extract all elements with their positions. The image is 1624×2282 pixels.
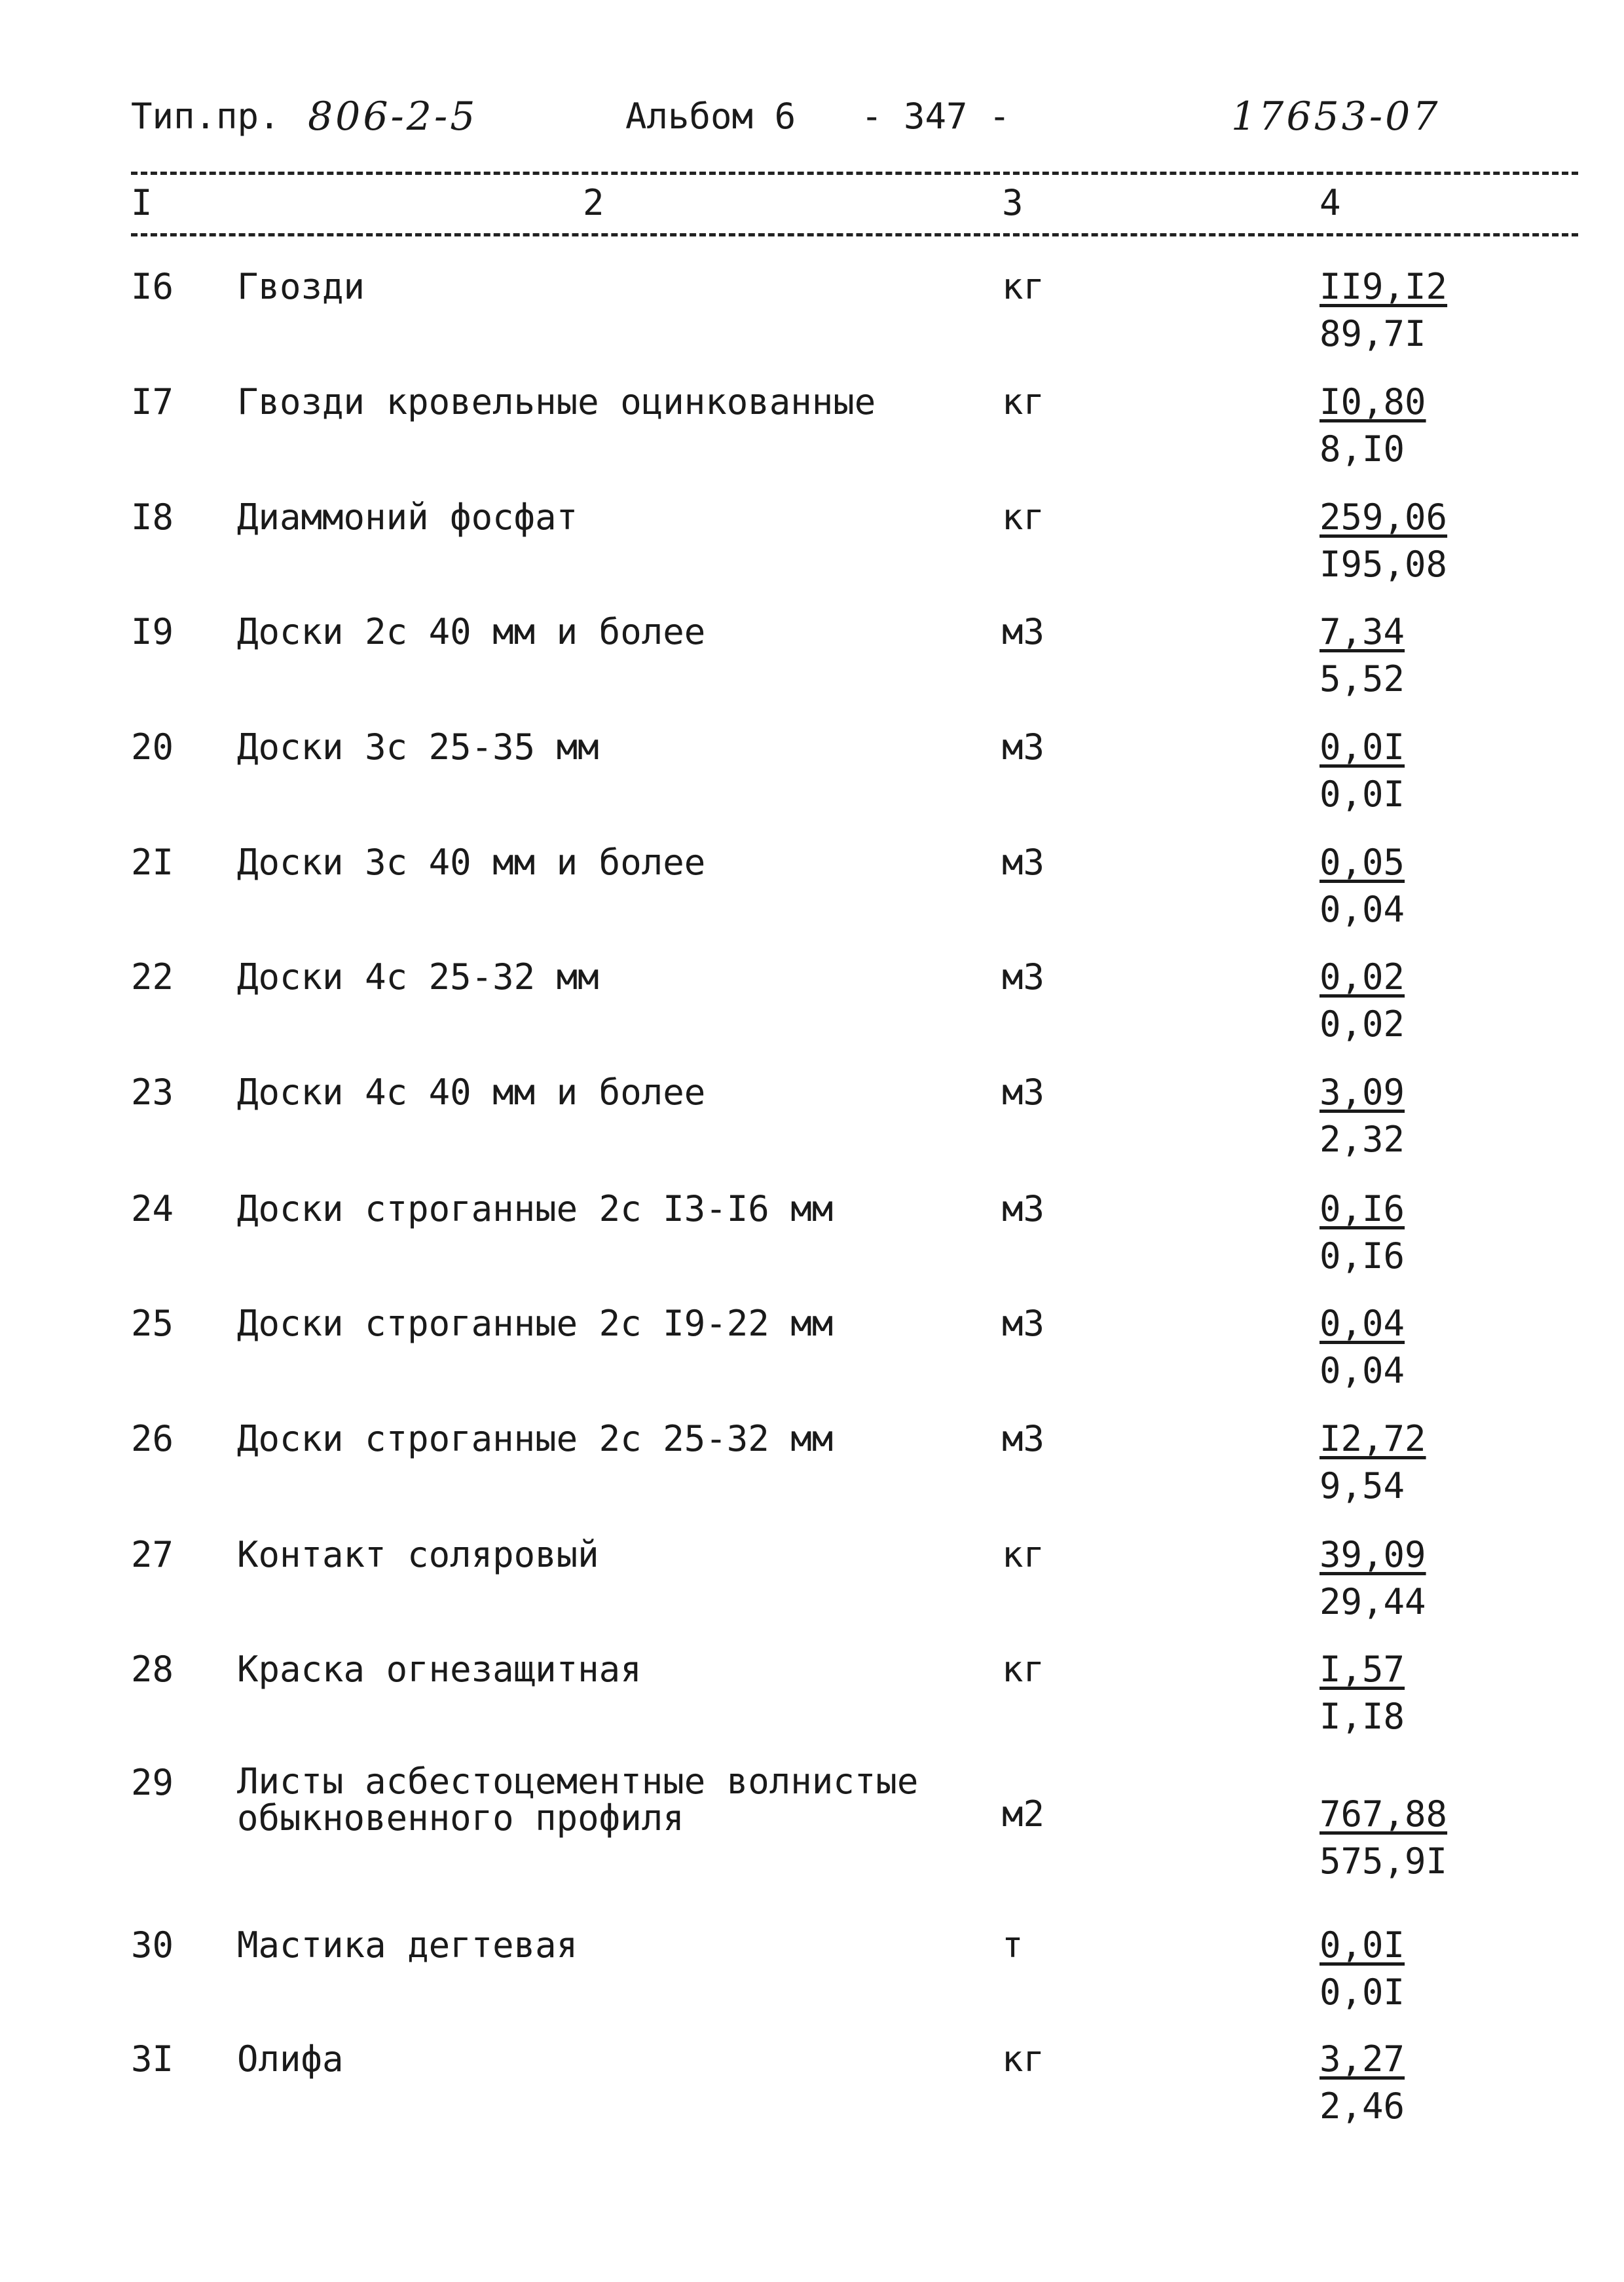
row-number: 26 [131, 1418, 174, 1459]
value-total: 259,06 [1320, 496, 1448, 538]
table-row [0, 1298, 1624, 1402]
row-number: I7 [131, 381, 174, 422]
unit: м3 [1002, 1072, 1045, 1113]
unit: м3 [1002, 1188, 1045, 1229]
value-total: 0,0I [1320, 726, 1405, 768]
material-name [237, 261, 365, 313]
value-secondary: 0,0I [1320, 774, 1405, 815]
table-row [0, 836, 1624, 941]
value-secondary: 9,54 [1320, 1465, 1405, 1506]
value-total: 0,0I [1320, 1924, 1405, 1966]
unit: кг [1002, 1534, 1045, 1575]
value-secondary: 2,46 [1320, 2086, 1405, 2127]
value-secondary: 29,44 [1320, 1581, 1426, 1622]
material-name [237, 1763, 918, 1837]
material-name-line: Диаммоний фосфат [237, 496, 578, 538]
document-number: 17653-07 [1231, 94, 1441, 140]
header-divider [131, 233, 1578, 236]
table-row [0, 1643, 1624, 1748]
material-name-line: Доски строганные 2с I3-I6 мм [237, 1188, 834, 1229]
value-secondary: 0,I6 [1320, 1235, 1405, 1277]
unit: кг [1002, 1649, 1045, 1690]
page-number: - 347 - [861, 96, 1010, 137]
material-name-line: обыкновенного профиля [237, 1797, 684, 1839]
value-secondary: 0,04 [1320, 889, 1405, 930]
material-name [237, 836, 705, 889]
row-number: 3I [131, 2038, 174, 2080]
table-row [0, 376, 1624, 481]
row-number: 23 [131, 1072, 174, 1113]
value-total: 7,34 [1320, 611, 1405, 652]
material-name-line: Доски 4с 40 мм и более [237, 1072, 706, 1113]
row-number: 30 [131, 1924, 174, 1966]
material-name-line: Олифа [237, 2038, 344, 2080]
column-header-3: 3 [1002, 182, 1024, 223]
row-number: 2I [131, 842, 174, 883]
value-secondary: I95,08 [1320, 544, 1448, 585]
table-row [0, 721, 1624, 826]
material-name-line: Гвозди [237, 266, 365, 307]
column-header-4: 4 [1320, 182, 1341, 223]
column-header-2: 2 [583, 182, 604, 223]
row-number: I6 [131, 266, 174, 307]
material-name [237, 1066, 705, 1119]
material-name-line: Гвозди кровельные оцинкованные [237, 381, 876, 422]
value-secondary: 89,7I [1320, 313, 1426, 354]
material-name [237, 606, 705, 658]
table-row [0, 1183, 1624, 1288]
row-number: 22 [131, 956, 174, 998]
value-total: II9,I2 [1320, 266, 1448, 307]
value-total: 3,27 [1320, 2038, 1405, 2080]
table-row [0, 491, 1624, 596]
material-name [237, 1529, 599, 1581]
material-name [237, 1298, 833, 1350]
type-project-label: Тип.пр. [131, 96, 280, 137]
album-label: Альбом 6 [625, 96, 796, 137]
value-total: 0,04 [1320, 1303, 1405, 1344]
material-name [237, 376, 876, 428]
value-total: 3,09 [1320, 1072, 1405, 1113]
table-row [0, 1066, 1624, 1171]
value-secondary: 575,9I [1320, 1841, 1448, 1882]
unit: кг [1002, 496, 1045, 538]
unit: кг [1002, 381, 1045, 422]
material-name-line: Доски 3с 40 мм и более [237, 842, 706, 883]
material-name [237, 1183, 833, 1235]
table-row [0, 261, 1624, 365]
material-name [237, 1919, 578, 1972]
material-name-line: Мастика дегтевая [237, 1924, 578, 1966]
table-row [0, 1529, 1624, 1634]
material-name [237, 1413, 833, 1465]
row-number: 29 [131, 1762, 174, 1803]
material-name [237, 491, 578, 544]
material-name [237, 1643, 642, 1696]
unit: кг [1002, 266, 1045, 307]
table-row [0, 1919, 1624, 2024]
value-total: I2,72 [1320, 1418, 1426, 1459]
value-total: 0,02 [1320, 956, 1405, 998]
material-name-line: Доски строганные 2с I9-22 мм [237, 1303, 834, 1344]
row-number: 20 [131, 726, 174, 768]
value-total: I,57 [1320, 1649, 1405, 1690]
row-number: I8 [131, 496, 174, 538]
value-total: 767,88 [1320, 1793, 1448, 1835]
value-total: 39,09 [1320, 1534, 1426, 1575]
unit: м3 [1002, 611, 1045, 652]
row-number: I9 [131, 611, 174, 652]
value-secondary: I,I8 [1320, 1696, 1405, 1737]
type-project-number: 806-2-5 [308, 94, 478, 140]
material-name-line: Доски 4с 25-32 мм [237, 956, 599, 998]
table-row [0, 2033, 1624, 2138]
table-row [0, 1757, 1624, 1901]
value-total: 0,05 [1320, 842, 1405, 883]
table-row [0, 1413, 1624, 1518]
unit: м3 [1002, 956, 1045, 998]
value-secondary: 0,0I [1320, 1972, 1405, 2013]
unit: кг [1002, 2038, 1045, 2080]
value-secondary: 0,02 [1320, 1003, 1405, 1045]
material-name-line: Листы асбестоцементные волнистые [237, 1761, 919, 1802]
material-name [237, 2033, 344, 2086]
material-name-line: Краска огнезащитная [237, 1649, 642, 1690]
table-row [0, 606, 1624, 711]
material-name-line: Доски 2с 40 мм и более [237, 611, 706, 652]
value-secondary: 0,04 [1320, 1350, 1405, 1391]
unit: м3 [1002, 1303, 1045, 1344]
unit: м2 [1002, 1793, 1045, 1835]
column-header-1: I [131, 182, 153, 223]
row-number: 25 [131, 1303, 174, 1344]
material-name [237, 951, 599, 1003]
row-number: 27 [131, 1534, 174, 1575]
unit: т [1002, 1924, 1024, 1966]
value-total: I0,80 [1320, 381, 1426, 422]
value-total: 0,I6 [1320, 1188, 1405, 1229]
value-secondary: 5,52 [1320, 658, 1405, 700]
table-row [0, 951, 1624, 1056]
unit: м3 [1002, 726, 1045, 768]
material-name [237, 721, 599, 774]
unit: м3 [1002, 1418, 1045, 1459]
row-number: 24 [131, 1188, 174, 1229]
material-name-line: Доски строганные 2с 25-32 мм [237, 1418, 834, 1459]
material-name-line: Контакт соляровый [237, 1534, 599, 1575]
top-divider [131, 172, 1578, 175]
unit: м3 [1002, 842, 1045, 883]
material-name-line: Доски 3с 25-35 мм [237, 726, 599, 768]
row-number: 28 [131, 1649, 174, 1690]
value-secondary: 2,32 [1320, 1119, 1405, 1160]
value-secondary: 8,I0 [1320, 428, 1405, 470]
